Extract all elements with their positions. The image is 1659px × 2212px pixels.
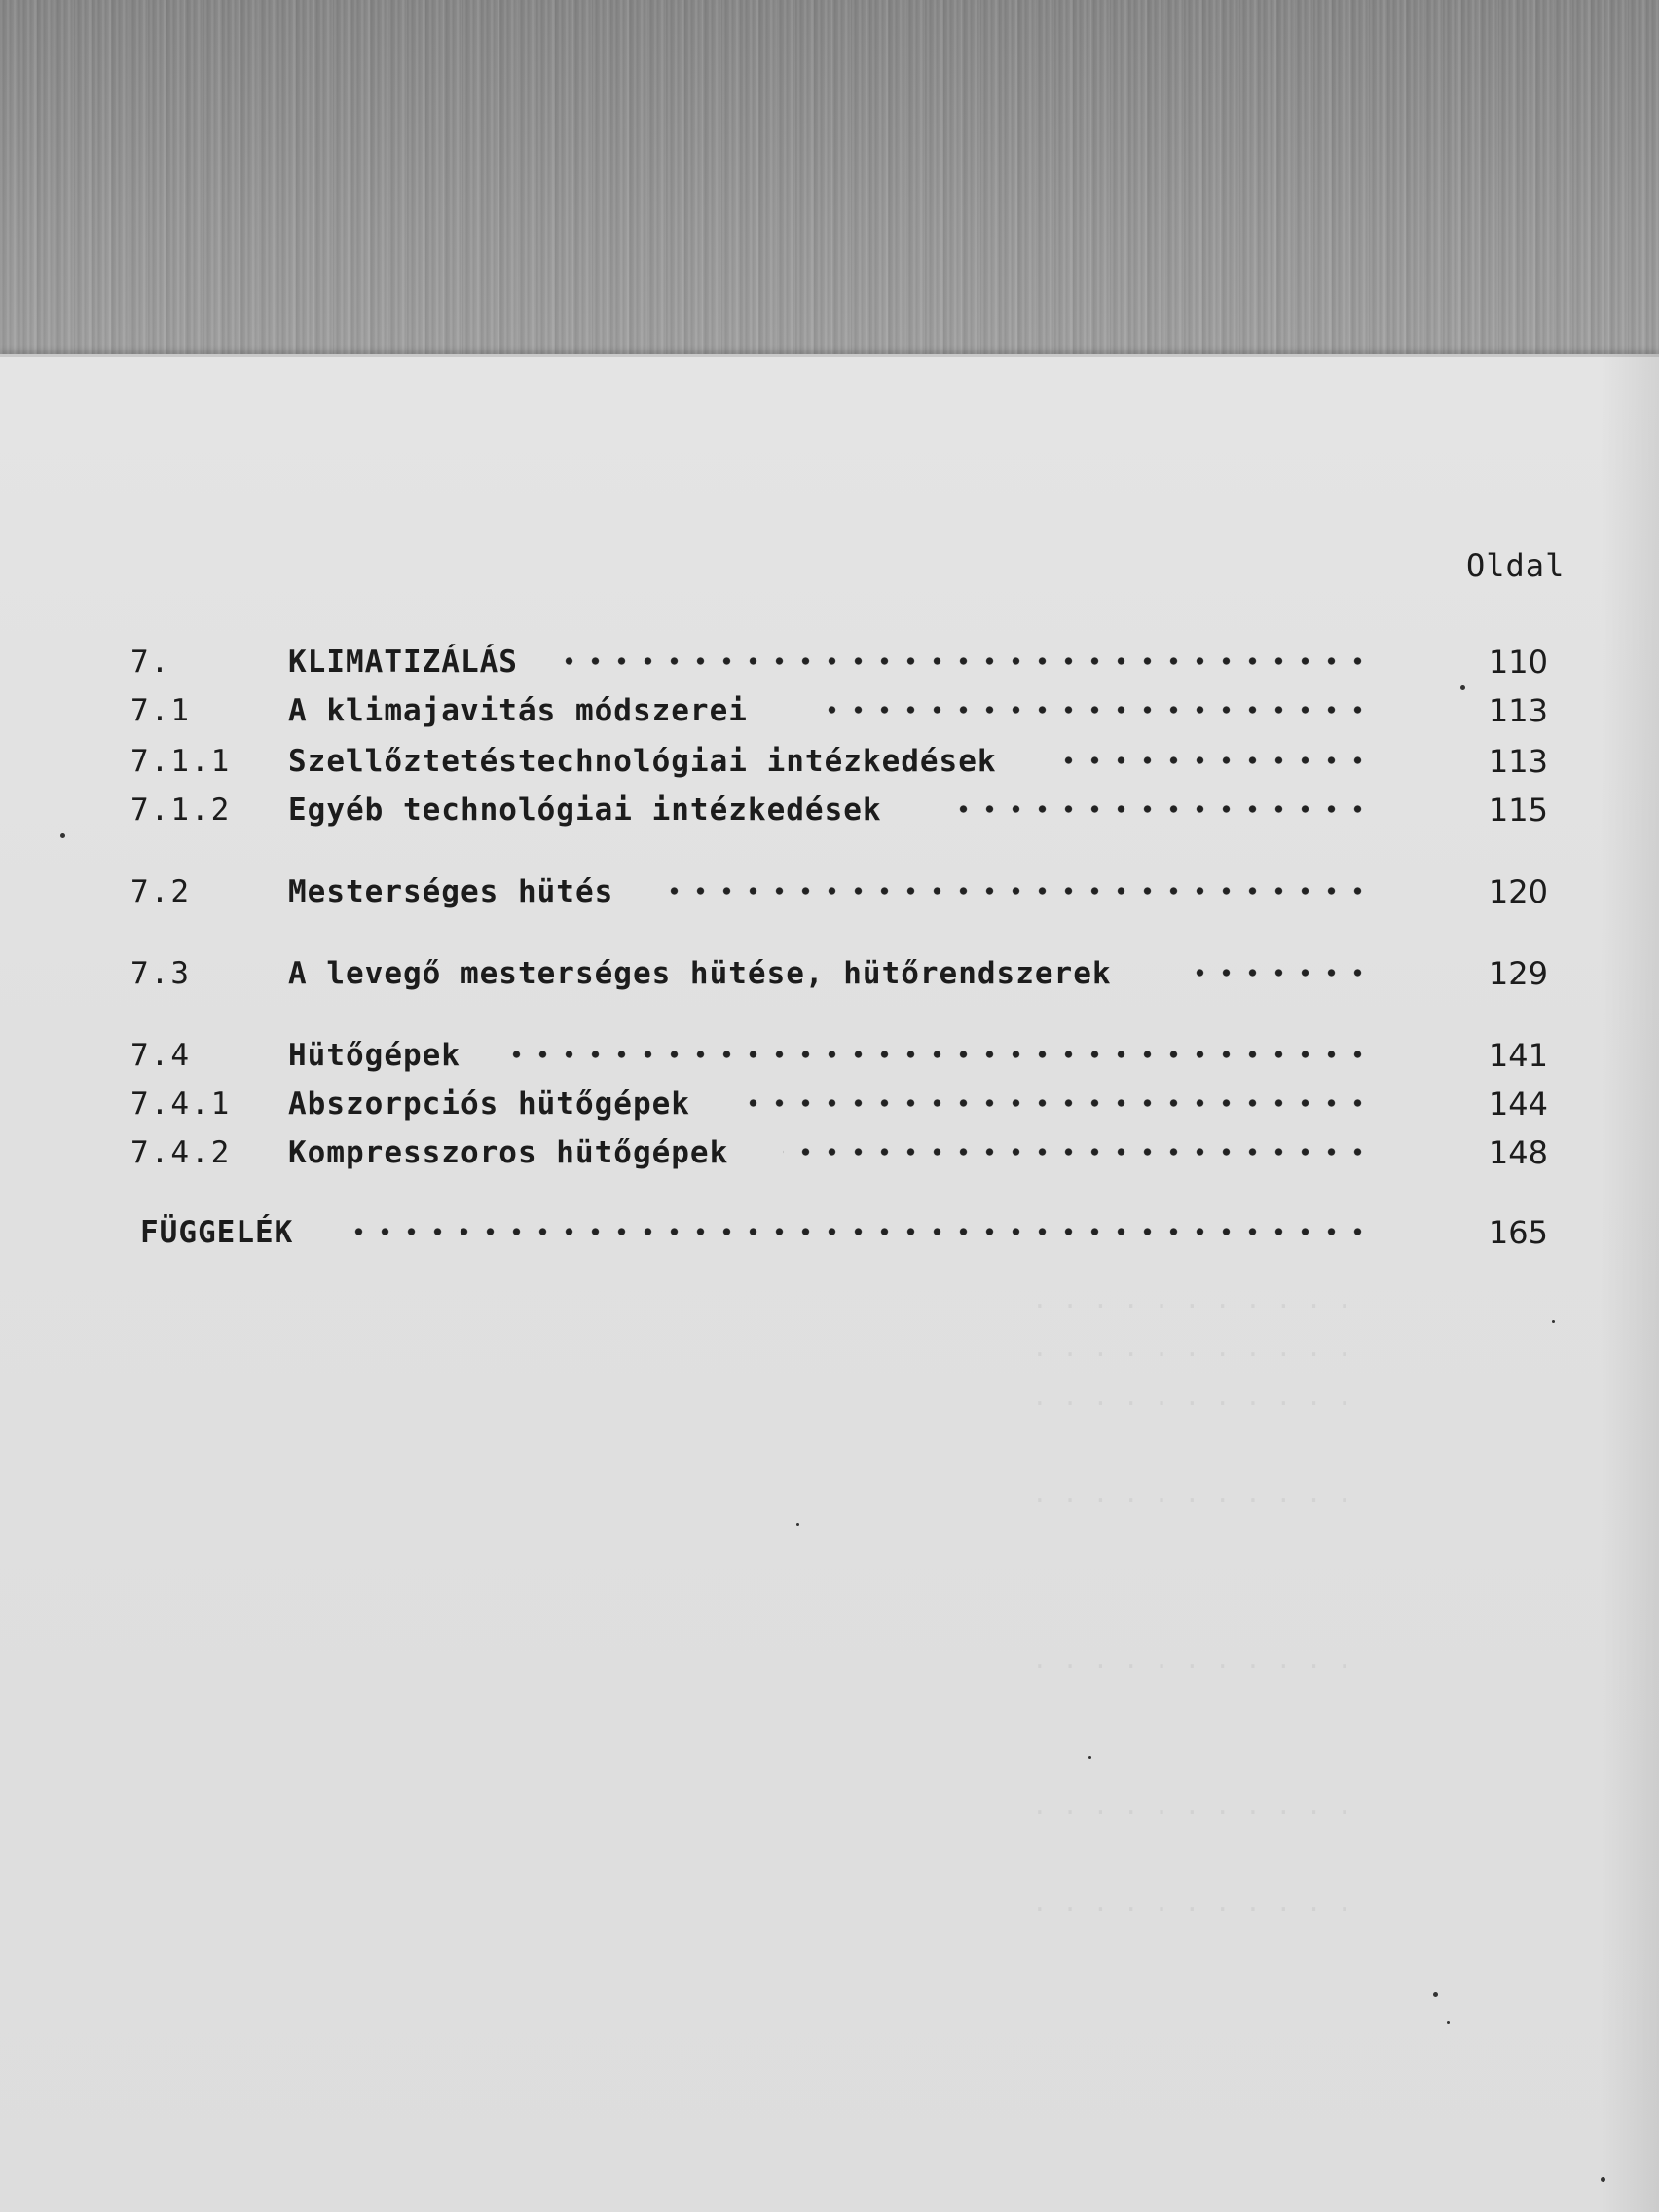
paper-speck [796, 1523, 799, 1526]
toc-entry-title: Szellőztetéstechnológiai intézkedések [288, 744, 997, 779]
toc-entry [0, 1131, 1659, 1174]
toc-entry-page: 141 [1488, 1037, 1548, 1074]
paper-speck [1088, 1756, 1091, 1759]
paper-speck [60, 833, 65, 838]
bleed-through-text: . . . . . . . . . . . [1032, 1334, 1352, 1363]
toc-entry-number: 7.1.1 [130, 744, 232, 779]
dot-leader [783, 1139, 1371, 1164]
toc-entry-title: KLIMATIZÁLÁS [288, 645, 518, 680]
toc-entry-title: Kompresszoros hütőgépek [288, 1135, 729, 1170]
toc-entry-title: Mesterséges hütés [288, 874, 614, 909]
paper-speck [1460, 685, 1465, 690]
toc-entry [0, 952, 1659, 995]
bleed-through-text: . . . . . . . . . . . [1032, 1480, 1352, 1509]
toc-entry-number: 7.1.2 [130, 793, 232, 828]
toc-entry [0, 870, 1659, 913]
toc-entry-title: Abszorpciós hütőgépek [288, 1087, 690, 1122]
toc-entry-number: 7.3 [130, 956, 191, 991]
dot-leader [664, 878, 1371, 903]
toc-entry-title: A klimajavitás módszerei [288, 693, 748, 728]
dot-leader [547, 648, 1371, 674]
toc-appendix-entry [0, 1211, 1659, 1254]
toc-entry-page: 115 [1488, 792, 1548, 829]
toc-entry [0, 689, 1659, 732]
toc-entry-page: 110 [1488, 644, 1548, 681]
toc-entry-title: A levegő mesterséges hütése, hütőrendszerek [288, 956, 1112, 991]
dot-leader [510, 1042, 1371, 1067]
paper-speck [1433, 1992, 1438, 1997]
toc-entry-page: 129 [1488, 955, 1548, 992]
toc-entry-title: Egyéb technológiai intézkedések [288, 793, 882, 828]
toc-entry-page: 144 [1488, 1086, 1548, 1123]
toc-entry-number: 7.4.1 [130, 1087, 232, 1122]
toc-entry-number: 7.4.2 [130, 1135, 232, 1170]
bleed-through-text: . . . . . . . . . . . [1032, 1889, 1352, 1918]
toc-entry [0, 1083, 1659, 1125]
paper-speck [1447, 2021, 1450, 2024]
toc-entry-page: 113 [1488, 692, 1548, 729]
toc-entry [0, 641, 1659, 683]
paper-speck [1601, 2177, 1605, 2182]
toc-entry-page: 120 [1488, 873, 1548, 910]
dot-leader [816, 697, 1371, 722]
bleed-through-text: . . . . . . . . . . . [1032, 1645, 1352, 1675]
dot-leader [1061, 748, 1371, 773]
toc-entry-number: 7.1 [130, 693, 191, 728]
dot-leader [1188, 960, 1371, 985]
bleed-through-text: . . . . . . . . . . . [1032, 1285, 1352, 1314]
page-column-header: Oldal [1466, 547, 1566, 584]
bleed-through-text: . . . . . . . . . . . [1032, 1382, 1352, 1412]
toc-entry-title: Hütőgépek [288, 1038, 461, 1073]
dot-leader [744, 1090, 1371, 1116]
appendix-title: FÜGGELÉK [140, 1215, 294, 1250]
toc-entry-page: 113 [1488, 743, 1548, 780]
toc-entry [0, 789, 1659, 831]
paper-speck [1552, 1320, 1555, 1323]
toc-entry [0, 1034, 1659, 1077]
toc-entry [0, 740, 1659, 783]
toc-entry-number: 7.4 [130, 1038, 191, 1073]
toc-entry-number: 7.2 [130, 874, 191, 909]
toc-entry-page: 148 [1488, 1134, 1548, 1171]
bleed-through-text: . . . . . . . . . . . [1032, 1791, 1352, 1821]
appendix-page: 165 [1488, 1214, 1548, 1251]
dot-leader [354, 1219, 1371, 1244]
toc-entry-number: 7. [130, 645, 171, 680]
dot-leader [942, 796, 1371, 822]
